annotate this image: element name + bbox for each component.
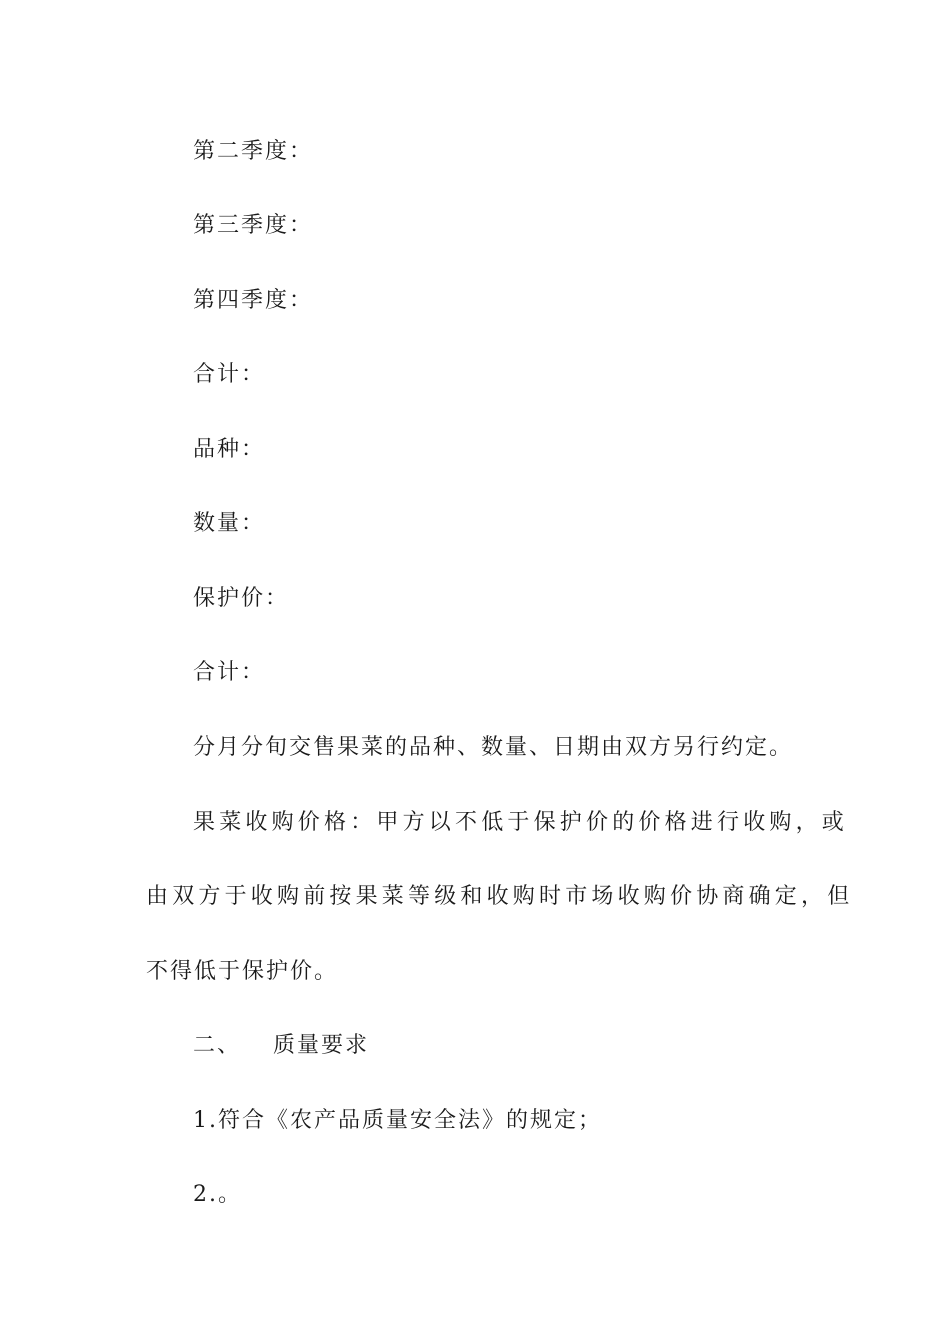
paragraph-total-1: 合计： <box>193 362 266 387</box>
paragraph-purchase-price-line-3: 不得低于保护价。 <box>146 959 339 984</box>
section-heading-title: 质量要求 <box>273 1033 370 1058</box>
paragraph-quantity: 数量： <box>193 511 266 536</box>
paragraph-purchase-price-line-1: 果菜收购价格：甲方以不低于保护价的价格进行收购，或 <box>193 810 849 835</box>
section-heading <box>193 1031 369 1061</box>
paragraph-protection-price: 保护价： <box>193 586 290 611</box>
paragraph-q2: 第二季度： <box>193 139 314 164</box>
list-item: 2.。 <box>193 1182 242 1207</box>
paragraph-delivery-agreement: 分月分旬交售果菜的品种、数量、日期由双方另行约定。 <box>193 735 794 760</box>
section-heading-number: 二、 <box>193 1033 242 1058</box>
paragraph-q4: 第四季度： <box>193 288 314 313</box>
paragraph-purchase-price-line-2: 由双方于收购前按果菜等级和收购时市场收购价协商确定，但 <box>146 884 854 909</box>
paragraph-variety: 品种： <box>193 437 266 462</box>
paragraph-q3: 第三季度： <box>193 213 314 238</box>
list-item: 1.符合《农产品质量安全法》的规定； <box>193 1108 602 1133</box>
paragraph-total-2: 合计： <box>193 660 266 685</box>
